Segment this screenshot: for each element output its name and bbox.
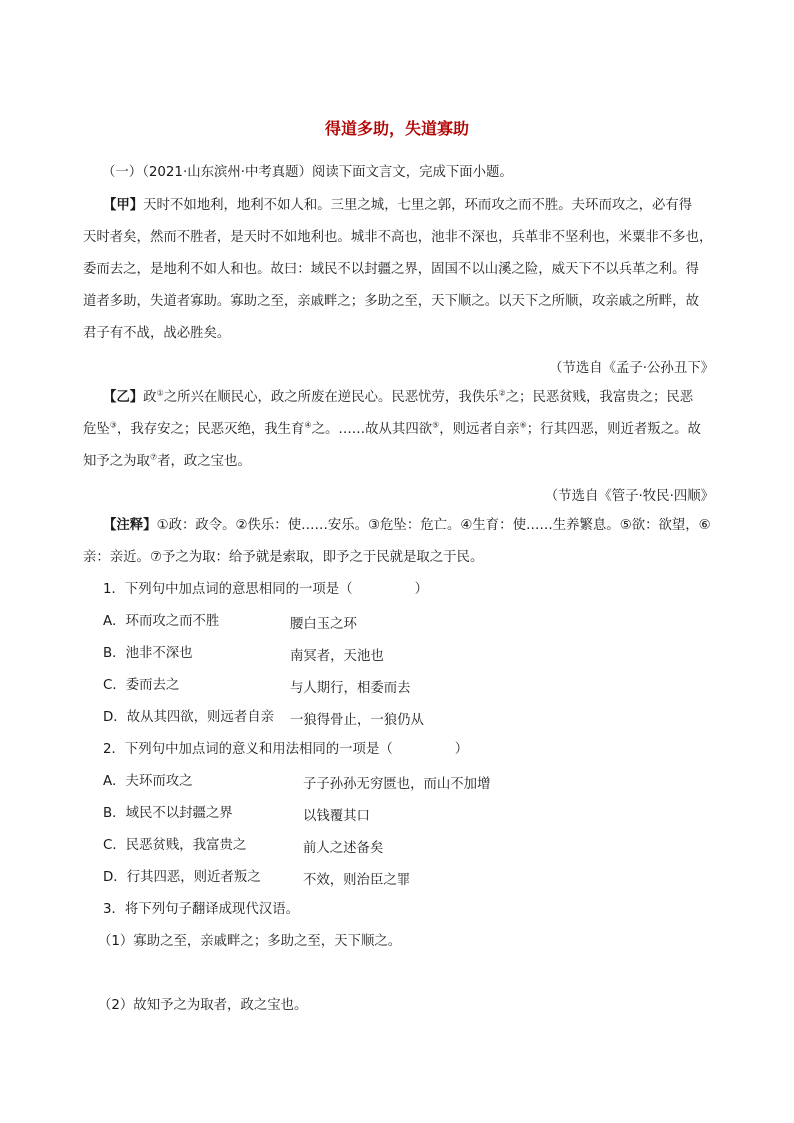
yi-line-3 (83, 453, 251, 471)
yi-source: （节选自《管子·牧民·四顺》 (544, 489, 714, 504)
note-mark: ⑦ (149, 452, 158, 462)
yi-text: ，则远者自亲 (439, 422, 520, 437)
notes-text-1: ①政：政令。②佚乐：使……安乐。③危坠：危亡。④生育：使……生养繁息。⑤欲：欲望，⑥ (156, 518, 711, 533)
q1-option-a: A．环而攻之而不胜 (103, 614, 220, 629)
q1-stem (103, 581, 428, 599)
q2-option-a: A．夫环而攻之 (103, 774, 193, 789)
q1-option-b: B．池非不深也 (103, 646, 193, 661)
note-mark: ⑥ (519, 420, 527, 430)
notes-tag: 【注释】 (103, 518, 157, 533)
q1-stem-text: 1．下列句中加点词的意思相同的一项是（ (103, 582, 353, 597)
q2-option-a-compare: 子子孙孙无穷匮也，而山不加增 (303, 777, 491, 792)
q2-stem-text: 2．下列句中加点词的意义和用法相同的一项是（ (103, 742, 393, 757)
notes-line-1 (103, 517, 711, 535)
yi-text: 政 (143, 390, 157, 405)
yi-text: 之；民恶贫贱，我富贵之；民恶 (505, 390, 694, 405)
jia-text-1: 天时不如地利，地利不如人和。三里之城，七里之郭，环而攻之而不胜。夫环而攻之，必有得 (143, 198, 693, 213)
q3-sentence-2: （2）故知予之为取者，政之宝也。 (98, 998, 308, 1013)
q2-option-d-compare: 不效，则治臣之罪 (303, 873, 411, 888)
page-title: 得道多助，失道寡助 (324, 119, 469, 138)
note-mark: ⑤ (432, 420, 440, 430)
q1-option-a-compare: 腰白玉之环 (290, 617, 357, 632)
yi-text: 之。……故从其四欲 (311, 422, 433, 437)
q1-option-b-compare: 南冥者，天池也 (290, 649, 384, 664)
note-mark: ③ (109, 420, 117, 430)
yi-text: 者，政之宝也。 (157, 454, 251, 469)
jia-line-1 (103, 197, 692, 215)
q3-stem: 3．将下列句子翻译成现代汉语。 (103, 902, 299, 917)
q2-option-b-compare: 以钱覆其口 (303, 809, 370, 824)
yi-line-1 (103, 389, 693, 407)
q1-option-c: C．委而去之 (103, 678, 180, 693)
q2-option-c: C．民恶贫贱，我富贵之 (103, 838, 247, 853)
note-mark: ② (498, 388, 506, 398)
jia-line-5: 君子有不战，战必胜矣。 (83, 326, 231, 341)
q2-close: ） (454, 742, 469, 757)
q1-option-d-compare: 一狼得骨止，一狼仍从 (290, 713, 424, 728)
yi-text: 知予之为取 (83, 454, 150, 469)
yi-tag: 【乙】 (103, 390, 144, 405)
yi-text: ；行其四恶，则近者叛之。故 (526, 422, 701, 437)
intro-line: （一）（2021·山东滨州·中考真题）阅读下面文言文，完成下面小题。 (102, 165, 513, 180)
yi-text: 危坠 (83, 422, 110, 437)
q2-option-b: B．域民不以封疆之界 (103, 806, 233, 821)
jia-line-4: 道者多助，失道者寡助。寡助之至，亲戚畔之；多助之至，天下顺之。以天下之所顺，攻亲戚之所畔，故 (83, 294, 699, 309)
jia-tag: 【甲】 (103, 198, 144, 213)
note-mark: ① (156, 388, 164, 398)
q1-close: ） (414, 582, 428, 597)
q2-stem (103, 741, 468, 759)
q2-option-c-compare: 前人之述备矣 (303, 841, 384, 856)
q2-option-d: D．行其四恶，则近者叛之 (103, 870, 261, 885)
yi-text: ，我存安之；民恶灭绝，我生育 (116, 422, 305, 437)
yi-text: 之所兴在顺民心，政之所废在逆民心。民恶忧劳，我佚乐 (163, 390, 499, 405)
notes-line-2: 亲：亲近。⑦予之为取：给予就是索取，即予之于民就是取之于民。 (83, 550, 484, 565)
jia-line-3: 委而去之，是地利不如人和也。故曰：域民不以封疆之界，固国不以山溪之险，威天下不以兵革之利。得 (83, 262, 699, 277)
jia-source: （节选自《孟子·公孙丑下》 (549, 361, 714, 376)
q1-option-d: D．故从其四欲，则远者自亲 (103, 710, 274, 725)
q1-option-c-compare: 与人期行，相委而去 (290, 681, 411, 696)
yi-line-2 (83, 421, 701, 439)
jia-line-2: 天时者矣，然而不胜者，是天时不如地利也。城非不高也，池非不深也，兵革非不坚利也，米粟非不多也， (83, 230, 713, 245)
q3-sentence-1: （1）寡助之至，亲戚畔之；多助之至，天下顺之。 (98, 934, 402, 949)
note-mark: ④ (304, 420, 312, 430)
